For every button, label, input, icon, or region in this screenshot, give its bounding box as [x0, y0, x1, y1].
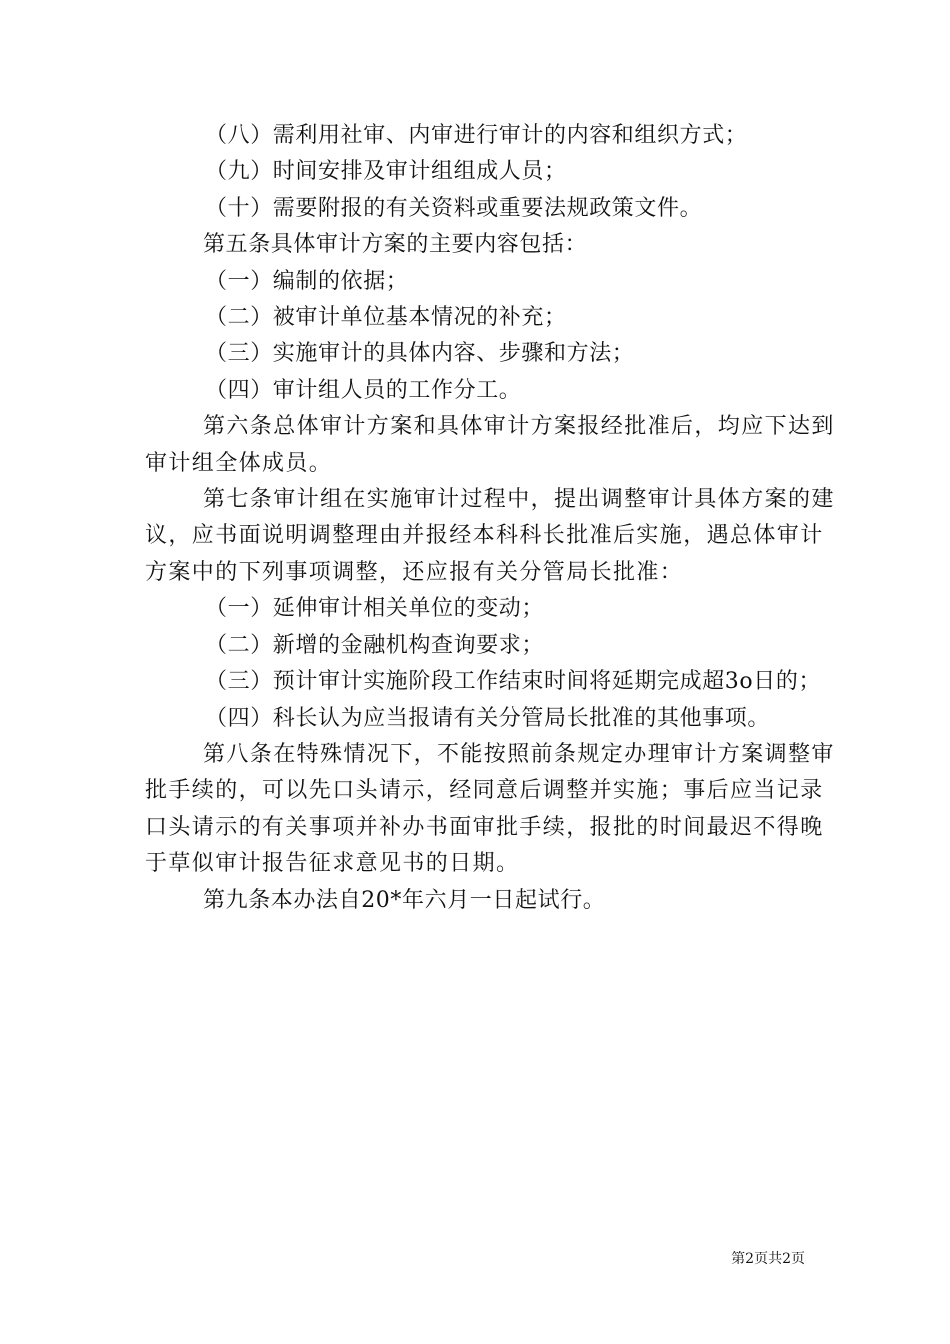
article-7-item-4: （四）科长认为应当报请有关分管局长批准的其他事项。: [205, 705, 771, 731]
article-8-line-1: 第八条在特殊情况下，不能按照前条规定办理审计方案调整审: [203, 741, 835, 767]
article-6-line-1: 第六条总体审计方案和具体审计方案报经批准后，均应下达到: [203, 414, 835, 440]
article-5-item-1: （一）编制的依据；: [205, 268, 409, 294]
document-body: [145, 118, 835, 919]
article-8-line-3: 口头请示的有关事项并补办书面审批手续，报批的时间最迟不得晚: [145, 814, 824, 840]
article-7-line-1: 第七条审计组在实施审计过程中，提出调整审计具体方案的建: [203, 487, 835, 513]
article-5-item-2: （二）被审计单位基本情况的补充；: [205, 305, 567, 331]
article-7-item-3: （三）预计审计实施阶段工作结束时间将延期完成超3o日的；: [205, 669, 822, 695]
article-5-item-4: （四）审计组人员的工作分工。: [205, 377, 522, 403]
article-8-line-4: 于草似审计报告征求意见书的日期。: [145, 851, 520, 877]
article-5-heading: 第五条具体审计方案的主要内容包括：: [203, 232, 588, 258]
article-7-line-2: 议，应书面说明调整理由并报经本科科长批准后实施，遇总体审计: [145, 523, 824, 549]
article-8-line-2: 批手续的，可以先口头请示，经同意后调整并实施；事后应当记录: [145, 778, 824, 804]
list-item-9: （九）时间安排及审计组组成人员；: [205, 159, 567, 185]
article-5-item-3: （三）实施审计的具体内容、步骤和方法；: [205, 341, 635, 367]
list-item-10: （十）需要附报的有关资料或重要法规政策文件。: [205, 195, 703, 221]
list-item-8: （八）需利用社审、内审进行审计的内容和组织方式；: [205, 123, 748, 148]
article-7-item-1: （一）延伸审计相关单位的变动；: [205, 596, 545, 622]
article-7-line-3: 方案中的下列事项调整，还应报有关分管局长批准：: [145, 559, 684, 585]
article-6-line-2: 审计组全体成员。: [145, 450, 333, 476]
article-9-line-1: 第九条本办法自20*年六月一日起试行。: [203, 887, 606, 913]
page-number-footer: 第2页共2页: [731, 1251, 805, 1267]
article-7-item-2: （二）新增的金融机构查询要求；: [205, 632, 545, 658]
